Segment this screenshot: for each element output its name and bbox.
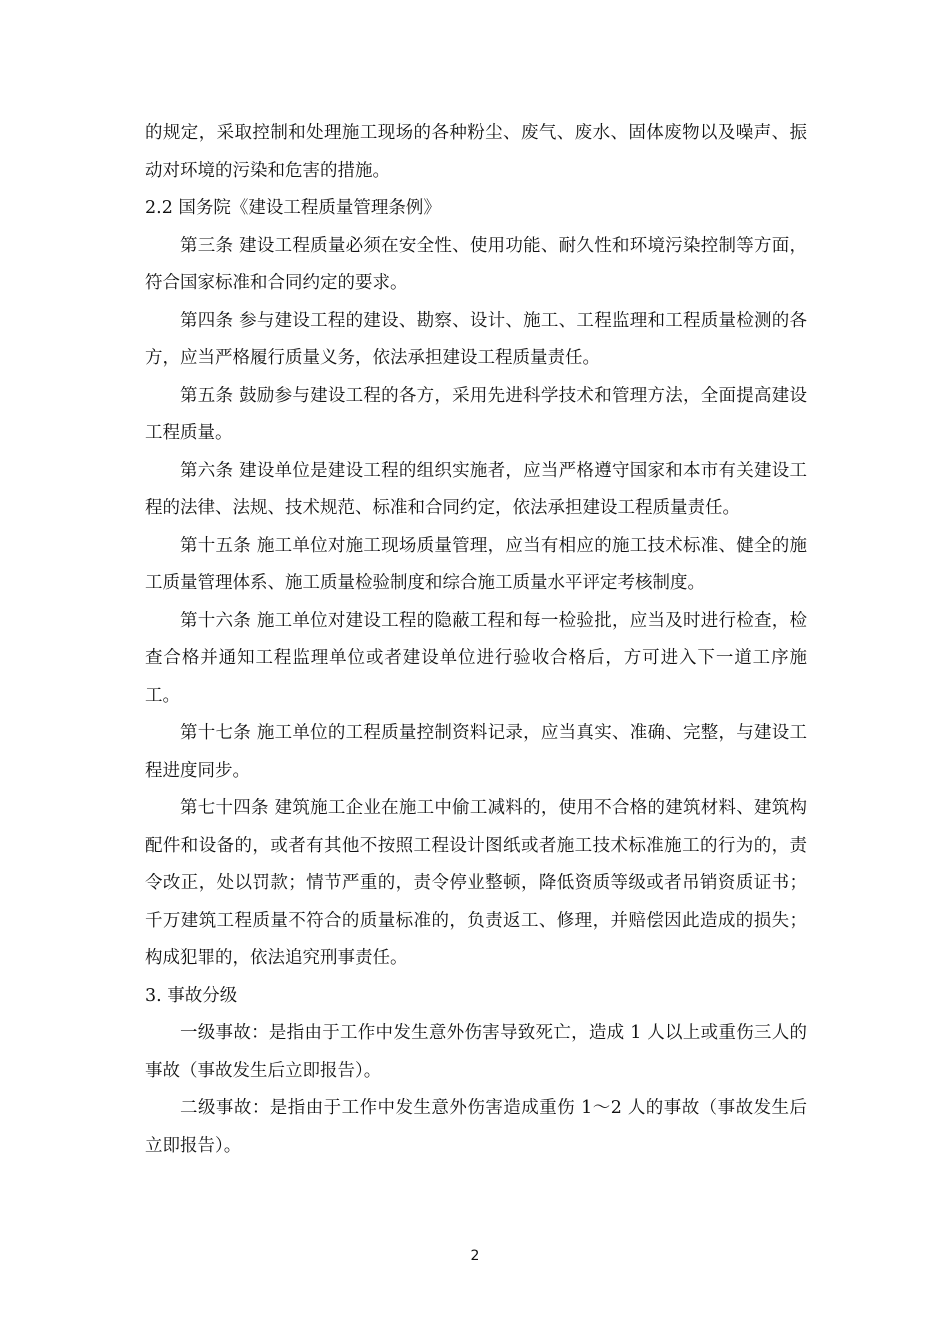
- article-74-paragraph: 第七十四条 建筑施工企业在施工中偷工减料的，使用不合格的建筑材料、建筑构配件和设备的，或者有其他不按照工程设计图纸或者施工技术标准施工的行为的，责令改正，处以罚款；情节严重的，责令停业整顿，降低资质等级或者吊销资质证书；千万建筑工程质量不符合的质量标准的，负责返工、修理，并赔偿因此造成的损失；构成犯罪的，依法追究刑事责任。: [145, 798, 807, 968]
- article-6-paragraph: 第六条 建设单位是建设工程的组织实施者，应当严格遵守国家和本市有关建设工程的法律、法规、技术规范、标准和合同约定，依法承担建设工程质量责任。: [145, 460, 807, 518]
- section-heading-quality-regulation: 2.2 国务院《建设工程质量管理条例》: [145, 198, 441, 218]
- paragraph-environment-measures: 的规定，采取控制和处理施工现场的各种粉尘、废气、废水、固体废物以及噪声、振动对环境的污染和危害的措施。: [145, 123, 807, 181]
- article-15-paragraph: 第十五条 施工单位对施工现场质量管理，应当有相应的施工技术标准、健全的施工质量管理体系、施工质量检验制度和综合施工质量水平评定考核制度。: [145, 535, 807, 593]
- article-16-paragraph: 第十六条 施工单位对建设工程的隐蔽工程和每一检验批，应当及时进行检查，检查合格并通知工程监理单位或者建设单位进行验收合格后，方可进入下一道工序施工。: [145, 610, 807, 706]
- level-2-accident-paragraph: 二级事故：是指由于工作中发生意外伤害造成重伤 1～2 人的事故（事故发生后立即报告）。: [145, 1098, 807, 1156]
- level-1-accident-paragraph: 一级事故：是指由于工作中发生意外伤害导致死亡，造成 1 人以上或重伤三人的事故（事故发生后立即报告）。: [145, 1023, 807, 1081]
- article-3-paragraph: 第三条 建设工程质量必须在安全性、使用功能、耐久性和环境污染控制等方面，符合国家标准和合同约定的要求。: [145, 235, 807, 293]
- article-5-paragraph: 第五条 鼓励参与建设工程的各方，采用先进科学技术和管理方法，全面提高建设工程质量。: [145, 385, 807, 443]
- section-heading-accident-classification: 3. 事故分级: [145, 985, 238, 1006]
- page-number: 2: [470, 1248, 480, 1264]
- article-4-paragraph: 第四条 参与建设工程的建设、勘察、设计、施工、工程监理和工程质量检测的各方，应当严格履行质量义务，依法承担建设工程质量责任。: [145, 310, 807, 368]
- article-17-paragraph: 第十七条 施工单位的工程质量控制资料记录，应当真实、准确、完整，与建设工程进度同步。: [145, 723, 807, 781]
- document-body: [145, 115, 807, 1165]
